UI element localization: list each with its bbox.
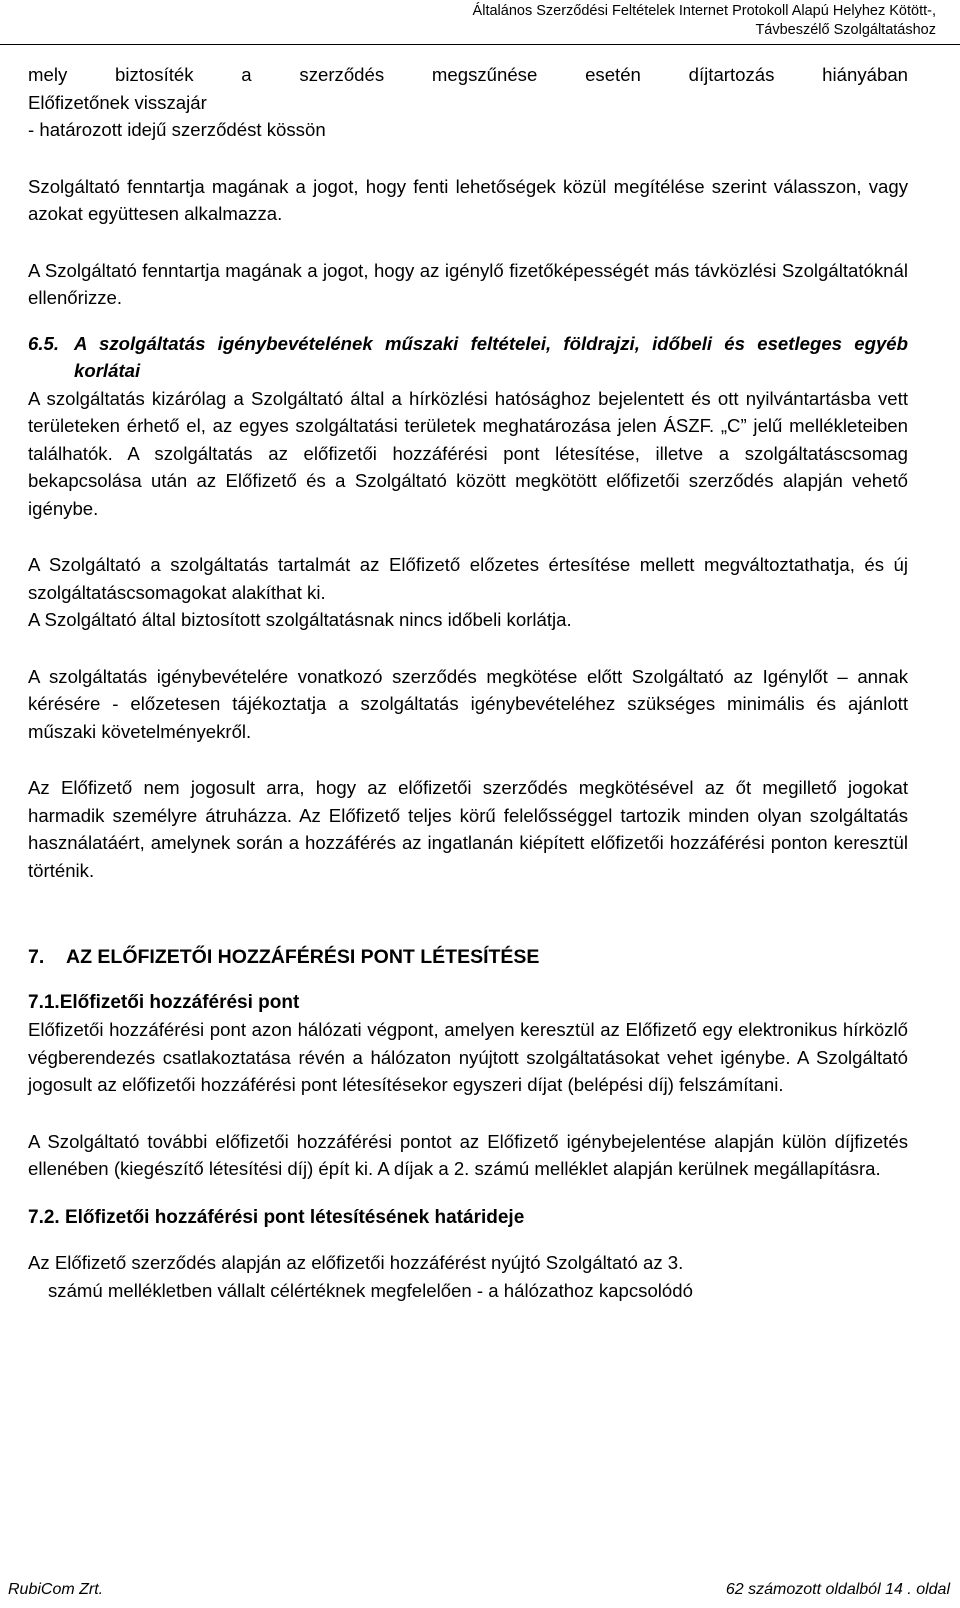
chapter-heading-7 xyxy=(28,944,908,972)
section-heading-6-5 xyxy=(28,330,908,385)
paragraph-deposit-cont: Előfizetőnek visszajár xyxy=(28,91,207,113)
paragraph-provider-options: Szolgáltató fenntartja magának a jogot, hogy fenti lehetőségek közül megítélése szerint válasszon, vagy azokat együttesen alkalmazza. xyxy=(28,175,908,224)
header-title-line-2: Távbeszélő Szolgáltatáshoz xyxy=(755,22,936,38)
chapter-title: AZ ELŐFIZETŐI HOZZÁFÉRÉSI PONT LÉTESÍTÉSE xyxy=(66,946,540,968)
paragraph-service-content: A Szolgáltató a szolgáltatás tartalmát az Előfizető előzetes értesítése mellett megváltoztathatja, és új szolgáltatáscsomagokat alakíthat ki. xyxy=(28,554,908,603)
page-header xyxy=(316,2,936,40)
section-title: A szolgáltatás igénybevételének műszaki feltételei, földrajzi, időbeli és esetleges egyéb korlátai xyxy=(74,332,908,381)
paragraph-creditworthiness: A Szolgáltató fenntartja magának a jogot, hogy az igénylő fizetőképességét más távközlési Szolgáltatóknál ellenőrizze. xyxy=(28,259,908,308)
section-number: 6.5. xyxy=(28,332,60,354)
header-title-line-1: Általános Szerződési Feltételek Internet Protokoll Alapú Helyhez Kötött-, xyxy=(472,3,936,19)
paragraph-deposit: mely biztosíték a szerződés megszűnése esetén díjtartozás hiányában xyxy=(28,64,908,85)
header-divider xyxy=(0,44,960,45)
section-heading-7-1: 7.1.Előfizetői hozzáférési pont xyxy=(28,991,300,1013)
paragraph-deadline-line-2: számú mellékletben vállalt célértéknek megfelelően - a hálózathoz kapcsolódó xyxy=(48,1279,693,1301)
paragraph-no-time-limit: A Szolgáltató által biztosított szolgáltatásnak nincs időbeli korlátja. xyxy=(28,609,572,630)
paragraph-deadline-line-1: Az Előfizető szerződés alapján az előfizetői hozzáférést nyújtó Szolgáltató az 3. xyxy=(28,1252,684,1273)
chapter-number: 7. xyxy=(28,946,45,968)
footer-page-info: 62 számozott oldalból 14 . oldal xyxy=(725,1581,950,1598)
section-heading-7-2: 7.2. Előfizetői hozzáférési pont létesítésének határideje xyxy=(28,1206,525,1228)
paragraph-technical-requirements: A szolgáltatás igénybevételére vonatkozó szerződés megkötése előtt Szolgáltató az Igénylőt – annak kérésére - előzetesen tájékoztatja a szolgáltatás igénybevételéhez szükséges minimális és ajánlott műszaki követelményekről. xyxy=(28,665,908,742)
paragraph-subscriber-rights: Az Előfizető nem jogosult arra, hogy az előfizetői szerződés megkötésével az őt megillető jogokat harmadik személyre átruházza. Az Előfizető teljes körű felelősséggel tartozik minden olyan szolgáltatás használatáért, amelynek során a hozzáférés az ingatlanán kiépített előfizetői hozzáférési ponton keresztül történik. xyxy=(28,777,908,881)
document-body xyxy=(28,61,908,1304)
footer-company: RubiCom Zrt. xyxy=(8,1581,104,1598)
paragraph-access-point: Előfizetői hozzáférési pont azon hálózati végpont, amelyen keresztül az Előfizető egy elektronikus hírközlő végberendezés csatlakoztatása révén a hálózaton nyújtott szolgáltatásokat vehet igénybe. A Szolgáltató jogosult az előfizetői hozzáférési pont létesítésekor egyszeri díjat (belépési díj) felszámítani. xyxy=(28,1019,908,1095)
paragraph-service-area: A szolgáltatás kizárólag a Szolgáltató által a hírközlési hatósághoz bejelentett és ott nyilvántartásba vett területeken érhető el, az egyes szolgáltatási területek meghatározása jelen ÁSZF. „C” jelű mellékleteiben találhatók. A szolgáltatás az előfizetői hozzáférési pont létesítése, illetve a szolgáltatáscsomag bekapcsolása után az Előfizető és a Szolgáltató között megkötött előfizetői szerződés alapján vehető igénybe. xyxy=(28,387,908,519)
paragraph-fixed-term: - határozott idejű szerződést kössön xyxy=(28,119,326,140)
paragraph-additional-access-point: A Szolgáltató további előfizetői hozzáférési pontot az Előfizető igénybejelentése alapján külön díjfizetés ellenében (kiegészítő létesítési díj) épít ki. A díjak a 2. számú melléklet alapján kerülnek megállapításra. xyxy=(28,1130,908,1179)
